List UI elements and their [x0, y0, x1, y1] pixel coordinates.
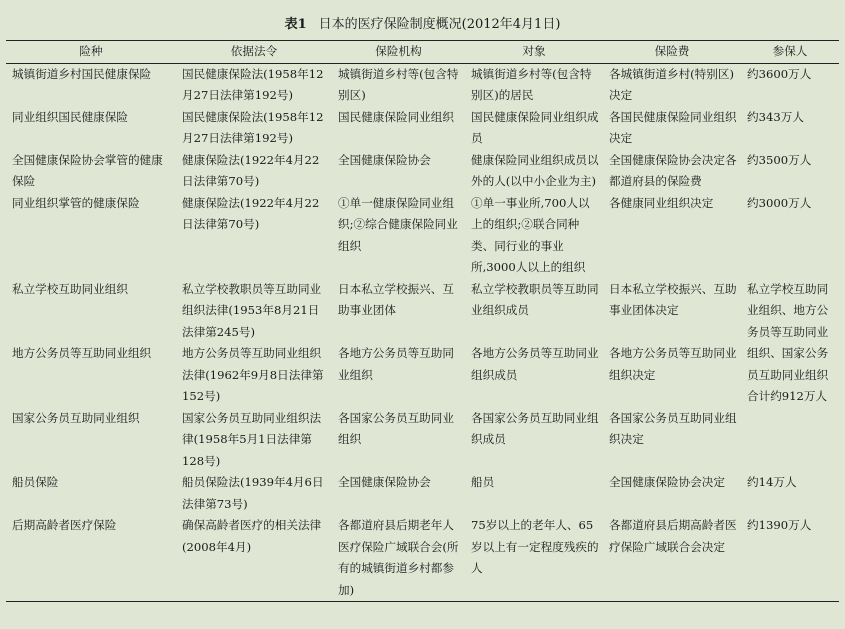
cell-type: 船员保险 — [12, 475, 59, 489]
cell-premium: 各城镇街道乡村(特别区)决定 — [609, 66, 734, 102]
cell-target: 各地方公务员等互助同业组织成员 — [471, 346, 599, 382]
table-row — [6, 193, 839, 279]
cell-type: 同业组织掌管的健康保险 — [12, 195, 140, 210]
cell-premium: 各国家公务员互助同业组织决定 — [609, 410, 737, 446]
cell-insured: 约3600万人 — [747, 66, 812, 81]
cell-law: 健康保险法(1922年4月22日法律第70号) — [182, 195, 320, 231]
cell-law: 船员保险法(1939年4月6日法律第73号) — [182, 475, 324, 511]
cell-type: 私立学校互助同业组织 — [12, 281, 128, 296]
cell-institution: 各都道府县后期老年人医疗保险广域联合会(所有的城镇街道乡村都参加) — [332, 515, 465, 602]
header-insured: 参保人 — [741, 41, 839, 64]
cell-law: 地方公务员等互助同业组织法律(1962年9月8日法律第152号) — [182, 346, 324, 403]
cell-premium: 全国健康保险协会决定各都道府县的保险费 — [609, 152, 737, 188]
header-premium: 保险费 — [603, 41, 741, 64]
insurance-table — [6, 40, 839, 602]
cell-institution: 各地方公务员等互助同业组织 — [338, 346, 454, 382]
cell-law: 国民健康保险法(1958年12月27日法律第192号) — [182, 109, 324, 145]
header-law: 依据法令 — [176, 41, 332, 64]
cell-type: 同业组织国民健康保险 — [12, 109, 128, 124]
cell-insured: 约3000万人 — [747, 195, 812, 210]
table-row — [6, 472, 839, 515]
cell-type: 地方公务员等互助同业组织 — [12, 346, 152, 360]
table-row — [6, 150, 839, 193]
cell-premium: 全国健康保险协会决定 — [609, 475, 725, 489]
cell-target: 健康保险同业组织成员以外的人(以中小企业为主) — [471, 152, 599, 188]
cell-insured: 约14万人 — [747, 475, 797, 489]
cell-premium: 各都道府县后期高龄者医疗保险广域联合会决定 — [603, 515, 741, 602]
cell-type: 后期高龄者医疗保险 — [6, 515, 176, 602]
cell-target: 私立学校教职员等互助同业组织成员 — [471, 281, 599, 317]
cell-insured: 约3500万人 — [747, 152, 812, 167]
table-caption — [0, 16, 845, 34]
cell-institution: 各国家公务员互助同业组织 — [338, 410, 454, 446]
table-row — [6, 107, 839, 150]
cell-target: 船员 — [471, 475, 495, 489]
table-number: 表1 — [284, 17, 307, 32]
cell-target: 各国家公务员互助同业组织成员 — [471, 410, 599, 446]
table-row — [6, 279, 839, 344]
cell-insured-combined: 私立学校互助同业组织、地方公务员等互助同业组织、国家公务员互助同业组织合计约912万人 — [747, 281, 829, 403]
table-title: 日本的医疗保险制度概况(2012年4月1日) — [318, 17, 561, 32]
cell-target: 国民健康保险同业组织成员 — [471, 109, 599, 145]
cell-type: 国家公务员互助同业组织 — [12, 410, 140, 425]
table-row — [6, 408, 839, 473]
cell-institution: 城镇街道乡村等(包含特别区) — [338, 66, 459, 102]
cell-premium: 各地方公务员等互助同业组织决定 — [609, 346, 737, 382]
cell-type: 城镇街道乡村国民健康保险 — [12, 66, 152, 81]
header-row — [6, 41, 839, 64]
cell-law: 国家公务员互助同业组织法律(1958年5月1日法律第128号) — [182, 410, 322, 468]
cell-law: 确保高龄者医疗的相关法律(2008年4月) — [176, 515, 332, 602]
cell-law: 健康保险法(1922年4月22日法律第70号) — [182, 152, 320, 188]
cell-institution: 日本私立学校振兴、互助事业团体 — [338, 281, 454, 317]
cell-law: 私立学校教职员等互助同业组织法律(1953年8月21日法律第245号) — [182, 281, 322, 339]
cell-premium: 日本私立学校振兴、互助事业团体决定 — [609, 281, 737, 317]
cell-premium: 各国民健康保险同业组织决定 — [609, 109, 737, 145]
cell-premium: 各健康同业组织决定 — [609, 195, 714, 210]
cell-institution: ①单一健康保险同业组织;②综合健康保险同业组织 — [338, 195, 458, 253]
cell-type: 全国健康保险协会掌管的健康保险 — [12, 152, 163, 188]
cell-institution: 全国健康保险协会 — [338, 475, 431, 489]
cell-insured: 约343万人 — [747, 109, 804, 124]
cell-target: 城镇街道乡村等(包含特别区)的居民 — [471, 66, 592, 102]
header-institution: 保险机构 — [332, 41, 465, 64]
cell-target: ①单一事业所,700人以上的组织;②联合同种类、同行业的事业所,3000人以上的组织 — [471, 195, 590, 274]
header-target: 对象 — [465, 41, 603, 64]
table-row — [6, 515, 839, 602]
cell-target: 75岁以上的老年人、65岁以上有一定程度残疾的人 — [465, 515, 603, 602]
table-row — [6, 63, 839, 107]
table-row — [6, 343, 839, 408]
header-type: 险种 — [6, 41, 176, 64]
cell-institution: 全国健康保险协会 — [338, 152, 431, 167]
cell-insured: 约1390万人 — [741, 515, 839, 602]
cell-law: 国民健康保险法(1958年12月27日法律第192号) — [182, 66, 324, 102]
cell-institution: 国民健康保险同业组织 — [338, 109, 454, 124]
